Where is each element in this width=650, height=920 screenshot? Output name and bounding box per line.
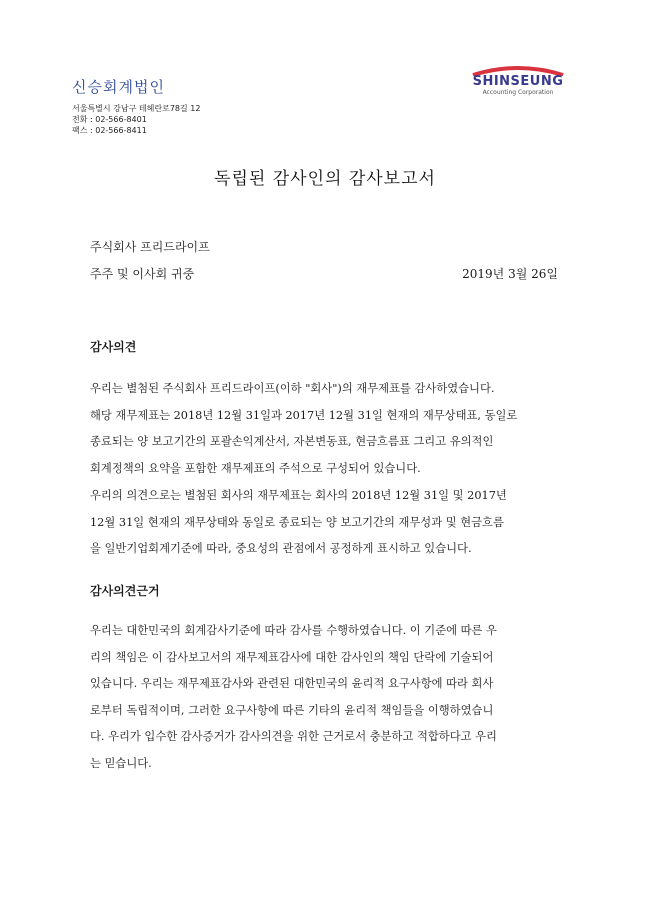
report-date: 2019년 3월 26일 bbox=[462, 267, 558, 281]
text-line: 리의 책임은 이 감사보고서의 재무제표감사에 대한 감사인의 책임 단락에 기술되어 bbox=[90, 650, 494, 664]
basis-paragraph bbox=[90, 618, 562, 777]
section-heading-opinion: 감사의견 bbox=[90, 340, 137, 354]
text-line: 을 일반기업회계기준에 따라, 중요성의 관점에서 공정하게 표시하고 있습니다. bbox=[90, 542, 472, 555]
firm-header bbox=[72, 76, 200, 136]
firm-address: 서울특별시 강남구 테헤란로78길 12 bbox=[72, 104, 201, 113]
text-line: 종료되는 양 보고기간의 포괄손익계산서, 자본변동표, 현금흐름표 그리고 유의적인 bbox=[90, 435, 494, 448]
text-line: 회계정책의 요약을 포함한 재무제표의 주석으로 구성되어 있습니다. bbox=[90, 461, 421, 475]
text-line: 우리는 별첨된 주식회사 프리드라이프(이하 "회사")의 재무제표를 감사하였습니다. bbox=[90, 382, 495, 395]
opinion-paragraph-1 bbox=[90, 376, 562, 482]
addressee-company: 주식회사 프리드라이프 bbox=[90, 240, 210, 254]
logo-subtitle: Accounting Corporation bbox=[482, 89, 554, 96]
text-line: 해당 재무제표는 2018년 12월 31일과 2017년 12월 31일 현재의 재무상태표, 동일로 bbox=[90, 408, 518, 422]
text-line: 12월 31일 현재의 재무상태와 동일로 종료되는 양 보고기간의 재무성과 및 현금흐름 bbox=[90, 515, 504, 529]
text-line: 다. 우리가 입수한 감사증거가 감사의견을 위한 근거로서 충분하고 적합하다고 우리 bbox=[90, 730, 497, 743]
addressee-group: 주주 및 이사회 귀중 bbox=[90, 267, 195, 281]
firm-phone: 전화 : 02-566-8401 bbox=[72, 115, 147, 124]
firm-fax: 팩스 : 02-566-8411 bbox=[72, 126, 147, 135]
report-title: 독립된 감사인의 감사보고서 bbox=[214, 169, 436, 189]
text-line: 우리는 대한민국의 회계감사기준에 따라 감사를 수행하였습니다. 이 기준에 따른 우 bbox=[90, 624, 497, 637]
section-heading-basis: 감사의견근거 bbox=[90, 584, 160, 598]
opinion-paragraph-2 bbox=[90, 483, 562, 563]
text-line: 있습니다. 우리는 재무제표감사와 관련된 대한민국의 윤리적 요구사항에 따라 회사 bbox=[90, 677, 494, 690]
firm-name: 신승회계법인 bbox=[72, 78, 165, 96]
logo-name: SHINSEUNG bbox=[472, 74, 564, 89]
text-line: 는 믿습니다. bbox=[90, 756, 152, 770]
firm-logo bbox=[468, 64, 568, 96]
text-line: 로부터 독립적이며, 그러한 요구사항에 따른 기타의 윤리적 책임들을 이행하였습니 bbox=[90, 703, 494, 717]
text-line: 우리의 의견으로는 별첨된 회사의 재무제표는 회사의 2018년 12월 31일 및 2017년 bbox=[90, 489, 507, 502]
